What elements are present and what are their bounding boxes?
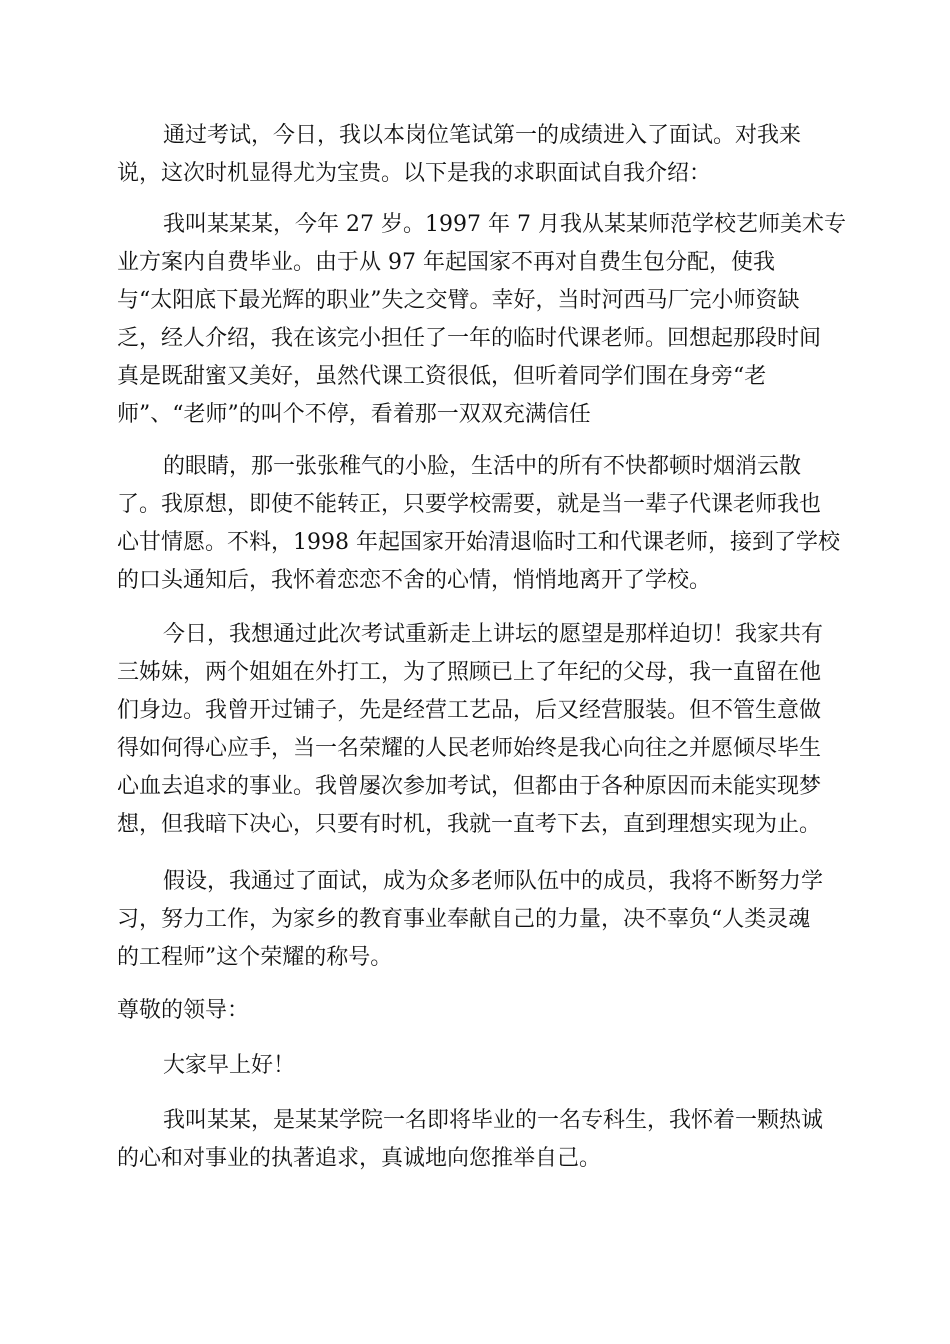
paragraph-line: 与“太阳底下最光辉的职业”失之交臂。幸好，当时河西马厂完小师资缺 <box>117 288 800 313</box>
paragraph-line: 乏，经人介绍，我在该完小担任了一年的临时代课老师。回想起那段时间 <box>117 326 822 351</box>
paragraph-line: 了。我原想，即使不能转正，只要学校需要，就是当一辈子代课老师我也 <box>117 492 822 517</box>
paragraph-line: 想，但我暗下决心，只要有时机，我就一直考下去，直到理想实现为止。 <box>117 812 822 837</box>
paragraph-line: 说，这次时机显得尤为宝贵。以下是我的求职面试自我介绍： <box>117 161 712 186</box>
paragraph-5 <box>117 863 837 977</box>
paragraph-3 <box>117 448 840 600</box>
paragraph-line: 的心和对事业的执著追求，真诚地向您推举自己。 <box>117 1146 602 1171</box>
paragraph-line: 的口头通知后，我怀着恋恋不舍的心情，悄悄地离开了学校。 <box>117 568 712 593</box>
paragraph-1 <box>117 117 837 193</box>
paragraph-line: 今日，我想通过此次考试重新走上讲坛的愿望是那样迫切！我家共有 <box>163 622 824 647</box>
salutation <box>117 992 837 1030</box>
greeting <box>117 1047 837 1085</box>
paragraph-line: 通过考试，今日，我以本岗位笔试第一的成绩进入了面试。对我来 <box>163 123 802 148</box>
paragraph-line: 心血去追求的事业。我曾屡次参加考试，但都由于各种原因而未能实现梦 <box>117 774 822 799</box>
paragraph-line: 师”、“老师”的叫个不停，看着那一双双充满信任 <box>117 402 591 427</box>
paragraph-line: 假设，我通过了面试，成为众多老师队伍中的成员，我将不断努力学 <box>163 869 824 894</box>
paragraph-line: 得如何得心应手，当一名荣耀的人民老师始终是我心向往之并愿倾尽毕生 <box>117 736 822 761</box>
paragraph-line: 我叫某某，是某某学院一名即将毕业的一名专科生，我怀着一颗热诚 <box>163 1108 824 1133</box>
paragraph-line: 的眼睛，那一张张稚气的小脸，生活中的所有不快都顿时烟消云散 <box>163 454 802 479</box>
paragraph-line: 真是既甜蜜又美好，虽然代课工资很低，但听着同学们围在身旁“老 <box>117 364 767 389</box>
paragraph-line: 们身边。我曾开过铺子，先是经营工艺品，后又经营服装。但不管生意做 <box>117 698 822 723</box>
greeting-line: 大家早上好！ <box>163 1053 296 1078</box>
paragraph-2 <box>117 206 846 434</box>
paragraph-line: 我叫某某某，今年 27 岁。1997 年 7 月我从某某师范学校艺师美术专 <box>163 212 846 237</box>
salutation-line: 尊敬的领导： <box>117 998 250 1023</box>
paragraph-line: 习，努力工作，为家乡的教育事业奉献自己的力量，决不辜负“人类灵魂 <box>117 907 811 932</box>
paragraph-line: 的工程师”这个荣耀的称号。 <box>117 945 393 970</box>
paragraph-line: 心甘情愿。不料，1998 年起国家开始清退临时工和代课老师，接到了学校 <box>117 530 840 555</box>
paragraph-line: 业方案内自费毕业。由于从 97 年起国家不再对自费生包分配，使我 <box>117 250 775 275</box>
paragraph-4 <box>117 616 837 844</box>
paragraph-8 <box>117 1102 837 1178</box>
paragraph-line: 三姊妹，两个姐姐在外打工，为了照顾已上了年纪的父母，我一直留在他 <box>117 660 822 685</box>
